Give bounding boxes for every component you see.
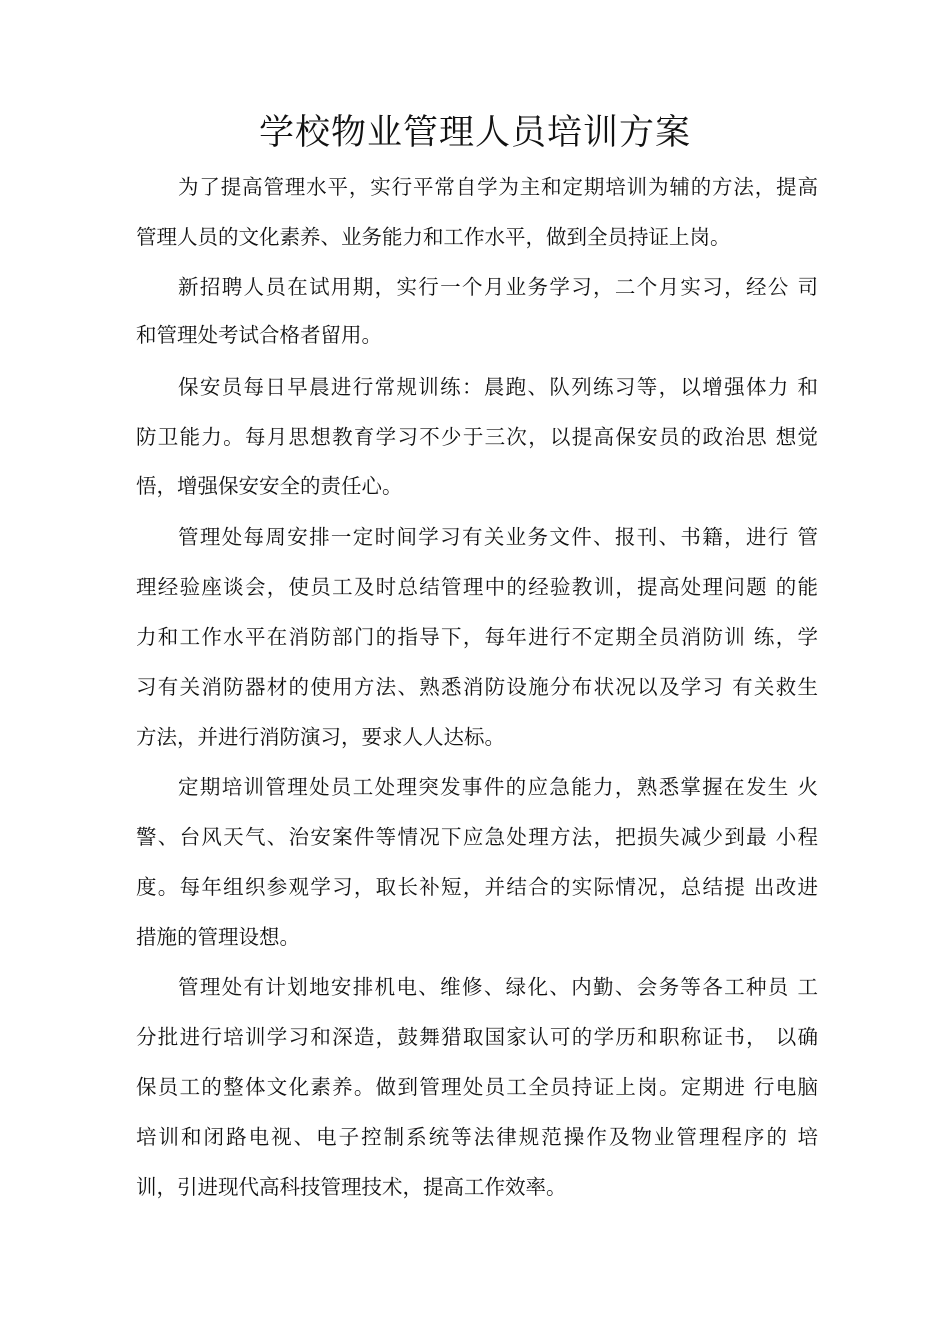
paragraph-5-line-4: 措施的管理设想。 [136,925,300,949]
paragraph-5-line-1: 定期培训管理处员工处理突发事件的应急能力，熟悉掌握在发生 火 [178,775,818,799]
document-title: 学校物业管理人员培训方案 [258,113,691,153]
paragraph-6-line-1: 管理处有计划地安排机电、维修、绿化、内勤、会务等各工种员 工 [178,975,818,999]
paragraph-6-line-4: 培训和闭路电视、电子控制系统等法律规范操作及物业管理程序的 培 [136,1125,818,1149]
paragraph-4-line-1: 管理处每周安排一定时间学习有关业务文件、报刊、书籍，进行 管 [178,525,818,549]
paragraph-3-line-3: 悟，增强保安安全的责任心。 [136,474,403,498]
paragraph-4-line-4: 习有关消防器材的使用方法、熟悉消防设施分布状况以及学习 有关救生 [136,675,818,699]
paragraph-2-line-1: 新招聘人员在试用期，实行一个月业务学习，二个月实习，经公 司 [178,275,818,299]
paragraph-4-line-5: 方法，并进行消防演习，要求人人达标。 [136,725,505,749]
paragraph-5-line-3: 度。每年组织参观学习，取长补短，并结合的实际情况，总结提 出改进 [136,875,818,899]
paragraph-1-line-1: 为了提高管理水平，实行平常自学为主和定期培训为辅的方法，提高 [178,175,818,199]
paragraph-5-line-2: 警、台风天气、治安案件等情况下应急处理方法，把损失减少到最 小程 [136,825,818,849]
paragraph-6-line-3: 保员工的整体文化素养。做到管理处员工全员持证上岗。定期进 行电脑 [136,1075,818,1099]
paragraph-4-line-2: 理经验座谈会，使员工及时总结管理中的经验教训，提高处理问题 的能 [136,575,818,599]
paragraph-3-line-1: 保安员每日早晨进行常规训练：晨跑、队列练习等，以增强体力 和 [178,375,818,399]
paragraph-6-line-5: 训，引进现代高科技管理技术，提高工作效率。 [136,1175,567,1199]
paragraph-3-line-2: 防卫能力。每月思想教育学习不少于三次，以提高保安员的政治思 想觉 [136,425,818,449]
paragraph-6-line-2: 分批进行培训学习和深造，鼓舞猎取国家认可的学历和职称证书， 以确 [136,1025,818,1049]
paragraph-4-line-3: 力和工作水平在消防部门的指导下，每年进行不定期全员消防训 练，学 [136,625,818,649]
paragraph-1-line-2: 管理人员的文化素养、业务能力和工作水平，做到全员持证上岗。 [136,225,731,249]
paragraph-2-line-2: 和管理处考试合格者留用。 [136,323,382,347]
